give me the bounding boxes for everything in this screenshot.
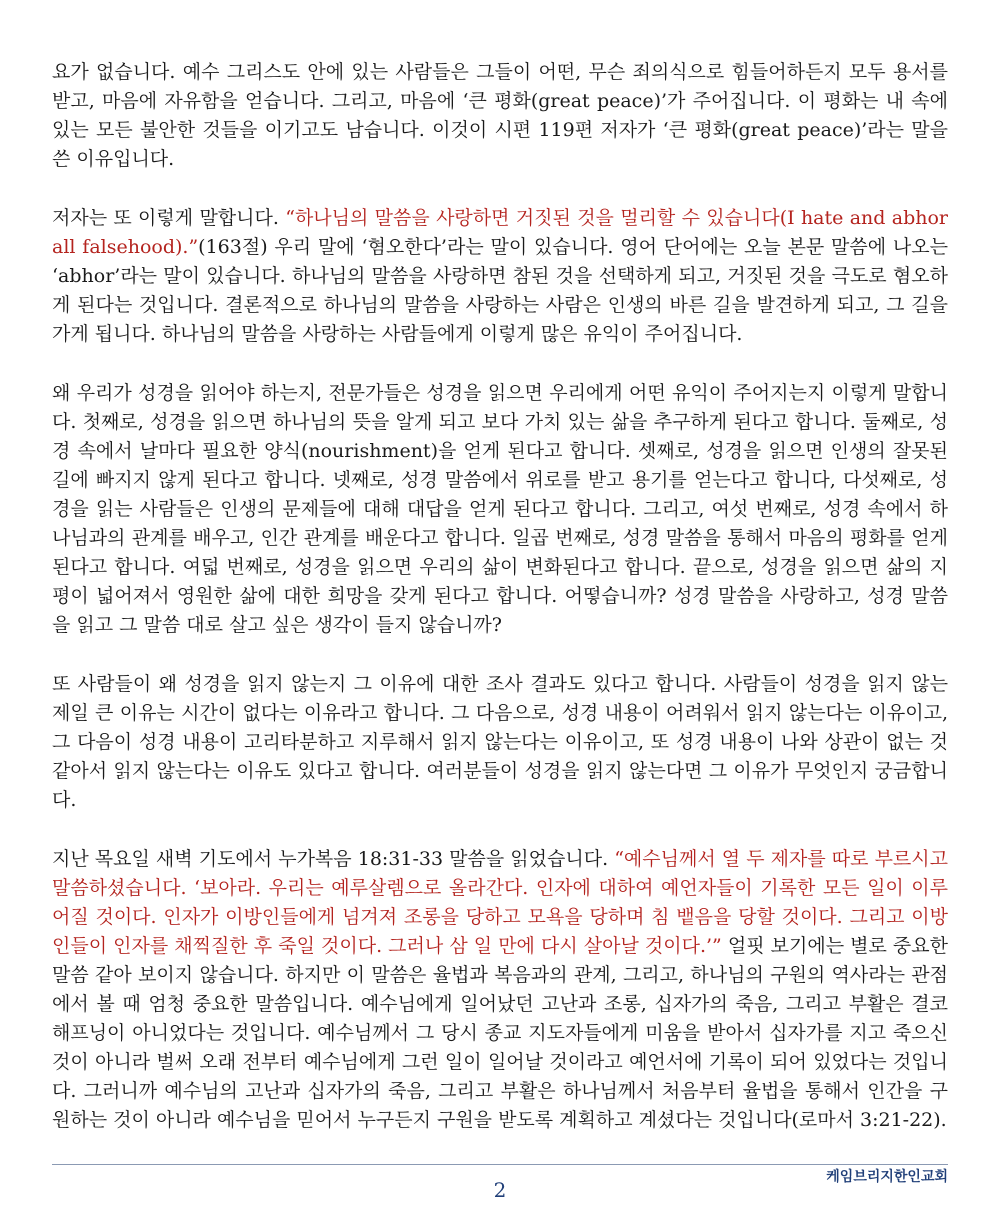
body-text: (163절) 우리 말에 ‘혐오한다’라는 말이 있습니다. 영어 단어에는 오늘 본문 말씀에 나오는 ‘abhor’라는 말이 있습니다. 하나님의 말씀을 사랑하면 참된 것을 선택하게 되고, 거짓된 것을 극도로 혐오하게 된다는 것입니다. 결론적으로 하나님의 말씀을 사랑하는 사람은 인생의 바른 길을 발견하게 되고, 그 길을 가게 됩니다. 하나님의 말씀을 사랑하는 사람들에게 이렇게 많은 유익이 주어집니다. <box>52 236 948 345</box>
scripture-quote: “예수님께서 열 두 제자를 따로 부르시고 말씀하셨습니다. ‘보아라. 우리는 예루살렘으로 올라간다. 인자에 대하여 예언자들이 기록한 모든 일이 이루어질 것이다. 인자가 이방인들에게 넘겨져 조롱을 당하고 모욕을 당하며 침 뱉음을 당할 것이다. 그리고 이방인들이 인자를 채찍질한 후 죽일 것이다. 그러나 삼 일 만에 다시 살아날 것이다.’” <box>52 848 948 957</box>
sermon-body <box>52 58 948 1165</box>
body-text: 얼핏 보기에는 별로 중요한 말씀 같아 보이지 않습니다. 하지만 이 말씀은 율법과 복음과의 관계, 그리고, 하나님의 구원의 역사라는 관점에서 볼 때 엄청 중요한 말씀입니다. 예수님에게 일어났던 고난과 조롱, 십자가의 죽음, 그리고 부활은 결코 해프닝이 아니었다는 것입니다. 예수님께서 그 당시 종교 지도자들에게 미움을 받아서 십자가를 지고 죽으신 것이 아니라 벌써 오래 전부터 예수님에게 그런 일이 일어날 것이라고 예언서에 기록이 되어 있었다는 것입니다. 그러니까 예수님의 고난과 십자가의 죽음, 그리고 부활은 하나님께서 처음부터 율법을 통해서 인간을 구원하는 것이 아니라 예수님을 믿어서 누구든지 구원을 받도록 계획하고 계셨다는 것입니다(로마서 3:21-22). <box>52 935 948 1131</box>
paragraph-1 <box>52 58 948 174</box>
paragraph-2 <box>52 204 948 349</box>
body-text: 저자는 또 이렇게 말합니다. <box>52 207 286 229</box>
body-text: 또 사람들이 왜 성경을 읽지 않는지 그 이유에 대한 조사 결과도 있다고 합니다. 사람들이 성경을 읽지 않는 제일 큰 이유는 시간이 없다는 이유라고 합니다. 그 다음으로, 성경 내용이 어려워서 읽지 않는다는 이유이고, 그 다음이 성경 내용이 고리타분하고 지루해서 읽지 않는다는 이유이고, 또 성경 내용이 나와 상관이 없는 것 같아서 읽지 않는다는 이유도 있다고 합니다. 여러분들이 성경을 읽지 않는다면 그 이유가 무엇인지 궁금합니다. <box>52 673 948 811</box>
body-text: 지난 목요일 새벽 기도에서 누가복음 18:31-33 말씀을 읽었습니다. <box>52 848 615 870</box>
paragraph-3 <box>52 379 948 640</box>
page-number: 2 <box>493 1178 507 1202</box>
scripture-quote: “하나님의 말씀을 사랑하면 거짓된 것을 멀리할 수 있습니다(I hate and abhor all falsehood).” <box>52 207 949 258</box>
body-text: 요가 없습니다. 예수 그리스도 안에 있는 사람들은 그들이 어떤, 무슨 죄의식으로 힘들어하든지 모두 용서를 받고, 마음에 자유함을 얻습니다. 그리고, 마음에 ‘큰 평화(great peace)’가 주어집니다. 이 평화는 내 속에 있는 모든 불안한 것들을 이기고도 남습니다. 이것이 시편 119편 저자가 ‘큰 평화(great peace)’라는 말을 쓴 이유입니다. <box>52 61 948 170</box>
paragraph-4 <box>52 670 948 815</box>
paragraph-5 <box>52 845 948 1135</box>
church-name: 케임브리지한인교회 <box>826 1169 948 1185</box>
body-text: 왜 우리가 성경을 읽어야 하는지, 전문가들은 성경을 읽으면 우리에게 어떤 유익이 주어지는지 이렇게 말합니다. 첫째로, 성경을 읽으면 하나님의 뜻을 알게 되고 보다 가치 있는 삶을 추구하게 된다고 합니다. 둘째로, 성경 속에서 날마다 필요한 양식(nourishment)을 얻게 된다고 합니다. 셋째로, 성경을 읽으면 인생의 잘못된 길에 빠지지 않게 된다고 합니다. 넷째로, 성경 말씀에서 위로를 받고 용기를 얻는다고 합니다, 다섯째로, 성경을 읽는 사람들은 인생의 문제들에 대해 대답을 얻게 된다고 합니다. 그리고, 여섯 번째로, 성경 속에서 하나님과의 관계를 배우고, 인간 관계를 배운다고 합니다. 일곱 번째로, 성경 말씀을 통해서 마음의 평화를 얻게 된다고 합니다. 여덟 번째로, 성경을 읽으면 우리의 삶이 변화된다고 합니다. 끝으로, 성경을 읽으면 삶의 지평이 넓어져서 영원한 삶에 대한 희망을 갖게 된다고 합니다. 어떻습니까? 성경 말씀을 사랑하고, 성경 말씀을 읽고 그 말씀 대로 살고 싶은 생각이 들지 않습니까? <box>52 382 948 636</box>
footer-divider <box>52 1164 948 1165</box>
